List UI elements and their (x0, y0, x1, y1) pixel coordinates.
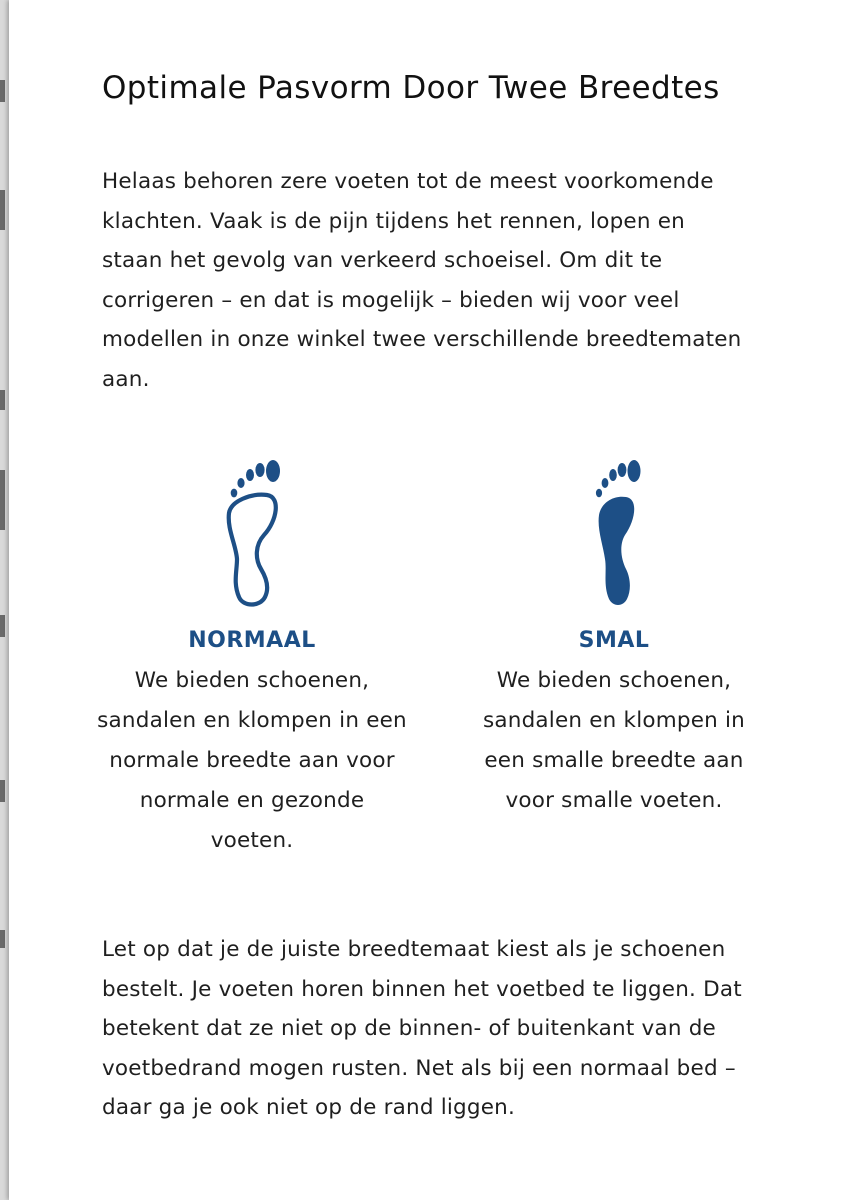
width-description-narrow: We bieden schoenen, sandalen en klompen in een smalle breedte aan voor smalle voeten. (482, 668, 746, 813)
content-panel (9, 0, 843, 1200)
background-mark (0, 470, 5, 530)
background-mark (0, 930, 5, 948)
background-mark (0, 780, 5, 802)
background-mark (0, 390, 5, 410)
width-option-narrow (469, 455, 759, 821)
width-label-normal: NORMAAL (188, 628, 316, 653)
width-label-narrow: SMAL (578, 628, 650, 653)
background-mark (0, 80, 5, 102)
page-title: Optimale Pasvorm Door Twee Breedtes (102, 70, 720, 106)
intro-paragraph: Helaas behoren zere voeten tot de meest voorkomende klachten. Vaak is de pijn tijdens het rennen, lopen en staan het gevolg van verkeerd schoeisel. Om dit te corrigeren – en dat is mogelijk – bieden wij voor veel modellen in onze winkel twee verschillende breedtematen aan. (102, 169, 742, 392)
background-mark (0, 190, 5, 230)
background-mark (0, 615, 5, 637)
outro-paragraph: Let op dat je de juiste breedtemaat kiest als je schoenen bestelt. Je voeten horen binnen het voetbed te liggen. Dat betekent dat ze niet op de binnen- of buitenkant van de voetbedrand mogen rusten. Net als bij een normaal bed – daar ga je ook niet op de rand liggen. (102, 937, 742, 1120)
width-description-normal: We bieden schoenen, sandalen en klompen in een normale breedte aan voor normale en gezonde voeten. (97, 668, 407, 853)
background-page-edge (0, 0, 9, 1200)
foot-outline-icon (217, 455, 287, 610)
width-option-normal (97, 455, 407, 861)
foot-filled-icon (579, 455, 649, 610)
